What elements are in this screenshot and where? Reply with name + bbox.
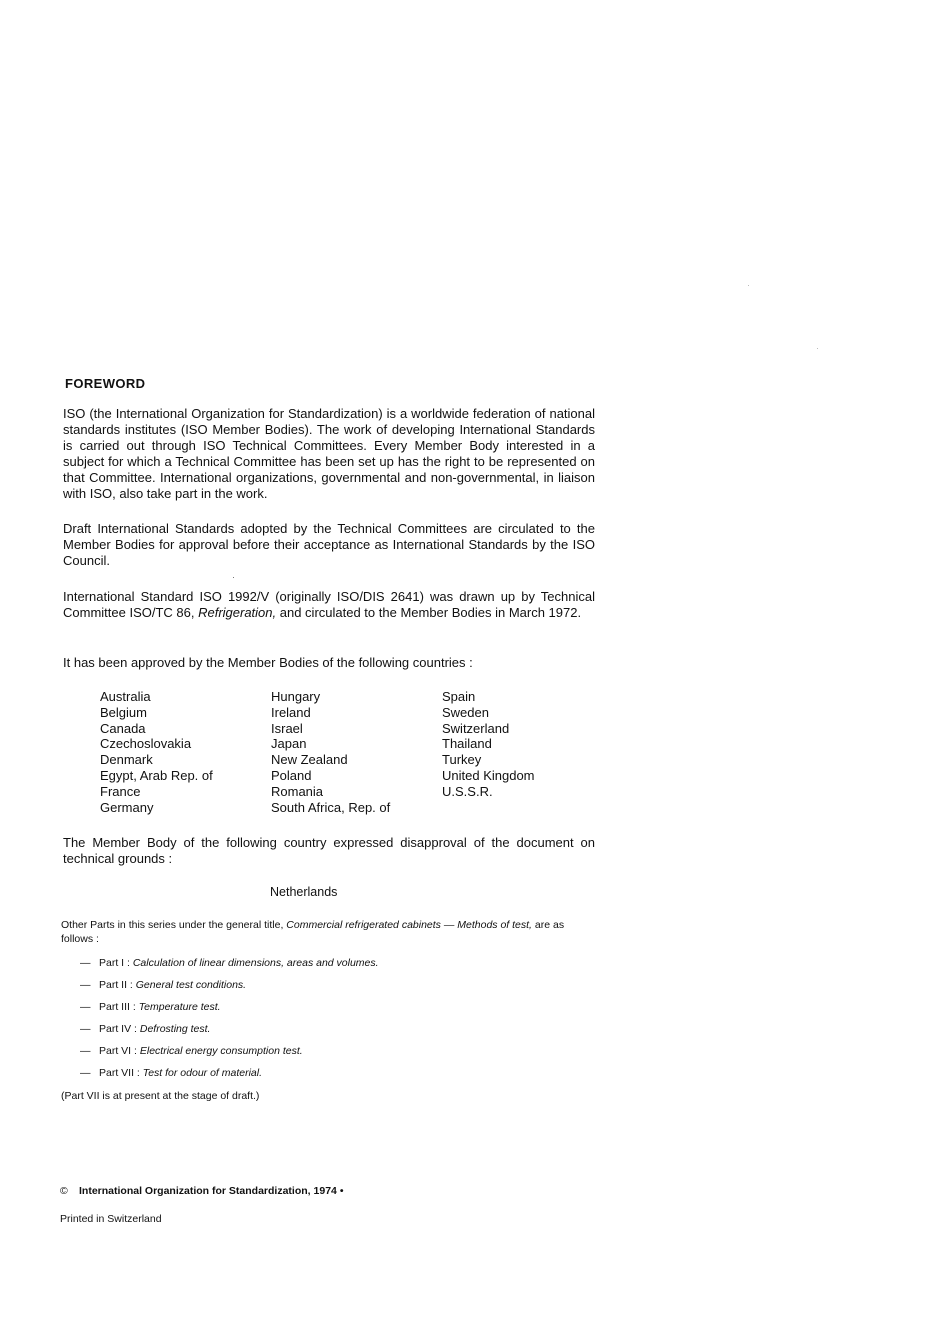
country-name: Denmark	[100, 752, 153, 768]
country-name: Egypt, Arab Rep. of	[100, 767, 213, 783]
disapproving-country: Netherlands	[270, 885, 338, 899]
country-column-2	[271, 689, 441, 815]
part-title: General test conditions.	[135, 979, 247, 991]
country-name: Canada	[100, 720, 146, 736]
part-title: Defrosting test.	[139, 1023, 211, 1035]
approval-intro: It has been approved by the Member Bodies of the following countries :	[63, 655, 473, 670]
list-item	[80, 1044, 379, 1066]
list-item	[80, 956, 379, 978]
standard-statement-start: International Standard ISO 1992/V (originally ISO/DIS 2641) was drawn up by Technical Committee ISO/TC 86,	[63, 589, 595, 620]
part-label: Part II :	[99, 979, 136, 991]
part-title: Electrical energy consumption test.	[139, 1045, 303, 1057]
part-title: Temperature test.	[138, 1001, 221, 1013]
copyright-line	[60, 1185, 344, 1197]
printed-in-note: Printed in Switzerland	[60, 1213, 162, 1225]
bullet-icon: •	[339, 1185, 344, 1197]
part-label: Part III :	[99, 1001, 139, 1013]
other-parts-list	[80, 956, 379, 1088]
standard-statement-end: and circulated to the Member Bodies in March 1972.	[276, 605, 582, 620]
country-name: Czechoslovakia	[100, 736, 192, 752]
country-name: Ireland	[271, 704, 311, 720]
scan-speck	[817, 348, 818, 349]
copyright-text: International Organization for Standardization, 1974	[79, 1185, 337, 1197]
list-item	[80, 1000, 379, 1022]
country-name: Australia	[100, 689, 151, 704]
draft-note: (Part VII is at present at the stage of draft.)	[61, 1090, 260, 1102]
foreword-heading: FOREWORD	[65, 376, 146, 391]
other-parts-intro	[61, 919, 596, 946]
list-dash: —	[80, 1045, 91, 1057]
list-dash: —	[80, 1023, 91, 1035]
part-title: Calculation of linear dimensions, areas and volumes.	[132, 957, 379, 969]
foreword-paragraph-3	[63, 589, 595, 621]
country-name: Romania	[271, 783, 324, 799]
part-label: Part VI :	[99, 1045, 140, 1057]
series-general-title: Commercial refrigerated cabinets — Methods of test,	[286, 919, 532, 931]
other-parts-intro-end: are as follows :	[61, 919, 565, 945]
copyright-icon: ©	[60, 1185, 68, 1197]
foreword-paragraph-2: Draft International Standards adopted by the Technical Committees are circulated to the Member Bodies for approval before their acceptance as International Standards by the ISO Council.	[63, 521, 595, 568]
country-name: Germany	[100, 799, 154, 815]
part-label: Part IV :	[99, 1023, 140, 1035]
country-name: Spain	[442, 689, 476, 704]
foreword-paragraph-1: ISO (the International Organization for Standardization) is a worldwide federation of national standards institutes (ISO Member Bodies). The work of developing International Standards is carried out through ISO Technical Committees. Every Member Body interested in a subject for which a Technical Committee has been set up has the right to be represented on that Committee. International organizations, governmental and non-governmental, in liaison with ISO, also take part in the work.	[63, 406, 595, 501]
country-name: South Africa, Rep. of	[271, 799, 391, 815]
scan-speck	[233, 577, 234, 578]
country-name: France	[100, 783, 141, 799]
country-name: Sweden	[442, 704, 489, 720]
list-dash: —	[80, 1001, 91, 1013]
country-name: Japan	[271, 736, 307, 752]
country-name: Israel	[271, 720, 303, 736]
country-name: United Kingdom	[442, 767, 535, 783]
country-name: Belgium	[100, 704, 147, 720]
scan-speck	[748, 285, 749, 286]
list-item	[80, 1066, 379, 1088]
part-title: Test for odour of material.	[142, 1067, 263, 1079]
country-name: Switzerland	[442, 720, 510, 736]
committee-title: Refrigeration,	[198, 605, 277, 620]
country-name: Poland	[271, 767, 312, 783]
list-item	[80, 978, 379, 1000]
list-dash: —	[80, 957, 91, 969]
country-name: U.S.S.R.	[442, 783, 493, 799]
country-column-3	[442, 689, 612, 800]
disapproval-intro: The Member Body of the following country expressed disapproval of the document on technical grounds :	[63, 835, 595, 866]
country-name: Turkey	[442, 752, 482, 768]
list-dash: —	[80, 1067, 91, 1079]
part-label: Part I :	[99, 957, 133, 969]
country-name: Hungary	[271, 689, 321, 704]
country-name: New Zealand	[271, 752, 348, 768]
country-column-1	[100, 689, 270, 815]
country-name: Thailand	[442, 736, 492, 752]
part-label: Part VII :	[99, 1067, 143, 1079]
list-dash: —	[80, 979, 91, 991]
other-parts-intro-start: Other Parts in this series under the general title,	[61, 919, 287, 931]
list-item	[80, 1022, 379, 1044]
